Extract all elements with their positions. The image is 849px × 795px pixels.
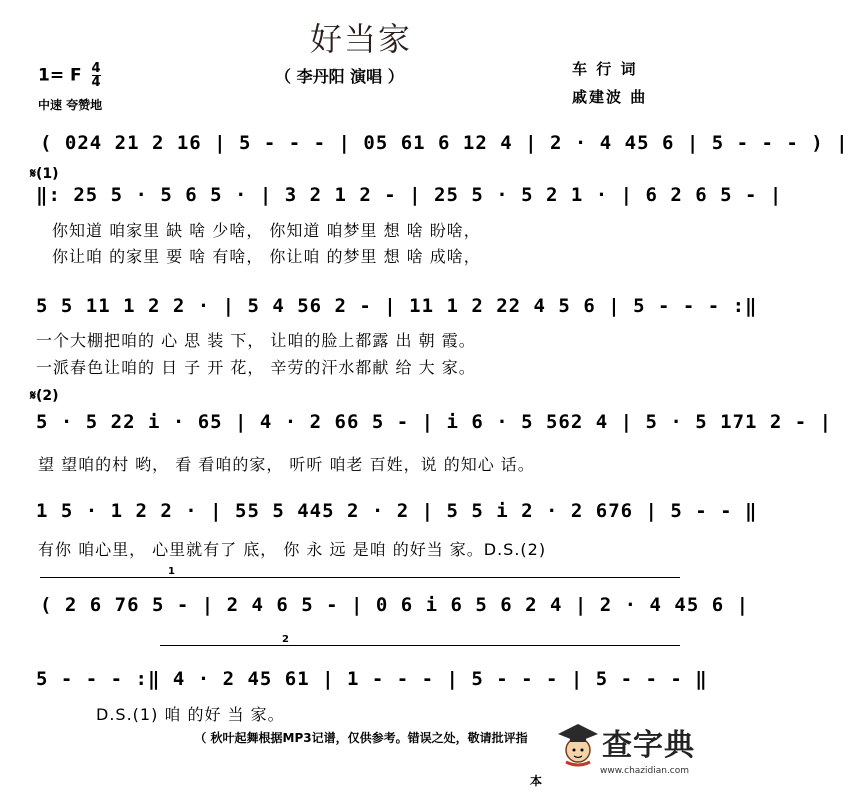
lyric-verse-1a: 你知道 咱家里 缺 啥 少啥， 你知道 咱梦里 想 啥 盼啥，	[52, 221, 481, 240]
logo-name: 查字典	[602, 728, 695, 763]
score-line-intro: ( 024 21 2 16 | 5 - - - | 05 61 6 12 4 | 2 · 4 45 6 | 5 - - - ) |	[40, 132, 849, 154]
logo-url: www.chazidian.com	[600, 766, 690, 776]
segno-1: 𝄋(1)	[30, 166, 59, 182]
volta-1-bracket	[40, 577, 680, 578]
lyric-verse-1b: 一个大棚把咱的 心 思 装 下， 让咱的脸上都露 出 朝 霞。	[36, 331, 476, 350]
volta-2-bracket	[160, 645, 680, 646]
score-line-verse-a: ‖: 25 5 · 5 6 5 · | 3 2 1 2 - | 25 5 · 5 2 1 · | 6 2 6 5 - |	[36, 184, 783, 206]
tempo-marking: 中速 夸赞地	[38, 98, 103, 112]
lyric-verse-2a: 你让咱 的家里 要 啥 有啥， 你让咱 的梦里 想 啥 成啥，	[52, 247, 481, 266]
volta-1-label: 1	[168, 566, 175, 577]
lyric-verse-2b: 一派春色让咱的 日 子 开 花， 辛劳的汗水都献 给 大 家。	[36, 358, 476, 377]
score-line-chorus-b: 1 5 · 1 2 2 · | 55 5 445 2 · 2 | 5 5 i 2 · 2 676 | 5 - - ‖	[36, 500, 758, 522]
time-signature-top: 4	[91, 61, 101, 76]
score-line-verse-b: 5 5 11 1 2 2 · | 5 4 56 2 - | 11 1 2 22 4 5 6 | 5 - - - :‖	[36, 295, 758, 317]
time-signature-bottom: 4	[91, 75, 101, 90]
lyricist-credit: 车 行 词	[572, 60, 638, 78]
transcription-note: （ 秋叶起舞根据MP3记谱，仅供参考。错误之处，敬请批评指	[194, 731, 528, 745]
score-line-ending: 5 - - - :‖ 4 · 2 45 61 | 1 - - - | 5 - - - | 5 - - - ‖	[36, 668, 708, 690]
lyric-chorus-b: 有你 咱心里， 心里就有了 底， 你 永 远 是咱 的好当 家。D.S.(2)	[38, 540, 547, 559]
graduate-mascot-icon	[556, 720, 600, 768]
composer-credit: 戚建波 曲	[572, 88, 648, 106]
site-logo	[556, 716, 720, 790]
key-label: 1= F	[38, 65, 82, 86]
song-title: 好当家	[309, 20, 412, 58]
lyric-chorus-a: 望 望咱的村 哟， 看 看咱的家， 听听 咱老 百姓，说 的知心 话。	[38, 455, 535, 474]
lyric-ending: D.S.(1) 咱 的好 当 家。	[96, 705, 285, 724]
score-line-interlude: ( 2 6 76 5 - | 2 4 6 5 - | 0 6 i 6 5 6 2 4 | 2 · 4 45 6 |	[40, 594, 750, 616]
score-line-chorus-a: 5 · 5 22 i · 65 | 4 · 2 66 5 - | i 6 · 5 562 4 | 5 · 5 171 2 - |	[36, 411, 833, 433]
segno-2: 𝄋(2)	[30, 388, 59, 404]
time-signature	[92, 62, 101, 89]
volta-2-label: 2	[282, 634, 289, 645]
page-reference: 本	[530, 774, 543, 788]
key-signature	[38, 62, 101, 89]
performer-credit: （ 李丹阳 演唱 ）	[275, 67, 404, 86]
